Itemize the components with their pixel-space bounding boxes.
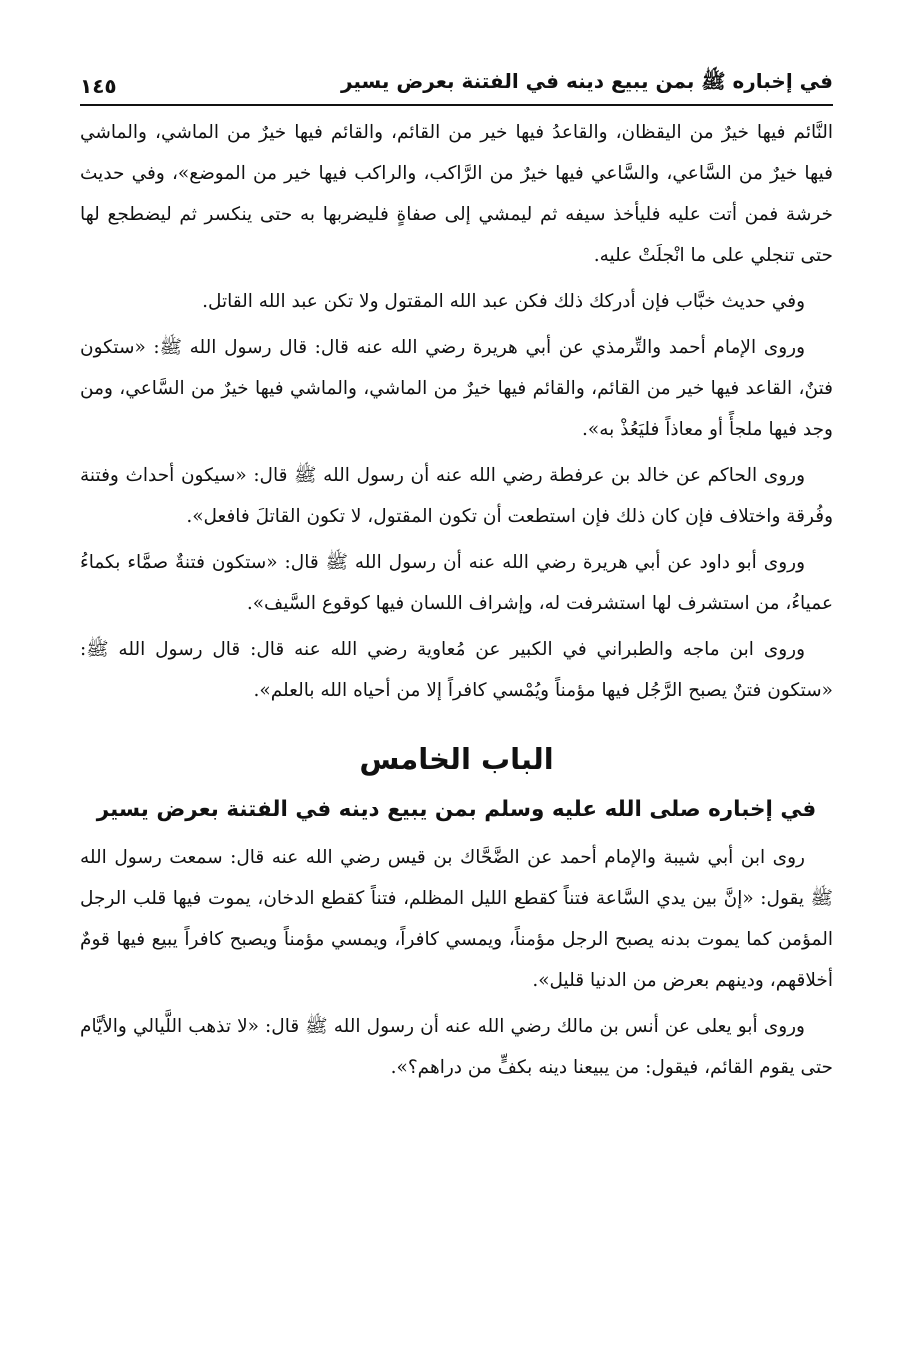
paragraph: روى ابن أبي شيبة والإمام أحمد عن الضَّحَّاك بن قيس رضي الله عنه قال: سمعت رسول الله ﷺ يقول: «إنَّ بين يدي السَّاعة فتناً كقطع الليل المظلم، فتناً كقطع الدخان، يموت فيها قلب الرجل المؤمن كما يموت بدنه يصبح الرجل مؤمناً، ويمسي كافراً، ويمسي مؤمناً ويصبح كافراً يبيع فيها قومٌ أخلاقهم، ودينهم بعرض من الدنيا قليل». [80, 847, 833, 991]
running-header [80, 58, 833, 106]
page-number: ١٤٥ [80, 74, 117, 98]
chapter-heading [80, 739, 833, 827]
chapter-subtitle: في إخباره صلى الله عليه وسلم بمن يبيع دينه في الفتنة بعرض يسير [96, 797, 817, 822]
paragraph: وروى الحاكم عن خالد بن عرفطة رضي الله عنه أن رسول الله ﷺ قال: «سيكون أحداث وفتنة وفُرقة واختلاف فإن كان ذلك فإن استطعت أن تكون المقتول، لا تكون القاتلَ فافعل». [80, 465, 833, 527]
running-header-title: في إخباره ﷺ بمن يبيع دينه في الفتنة بعرض يسير [340, 69, 833, 93]
paragraph: النَّائم فيها خيرٌ من اليقظان، والقاعدُ فيها خير من القائم، والقائم فيها خيرٌ من الماشي، والماشي فيها خيرٌ من السَّاعي، والسَّاعي فيها خيرٌ من الرَّاكب، والراكب فيها خير من الموضع»، وفي حديث خرشة فمن أتت عليه فليأخذ سيفه ثم ليمشي إلى صفاةٍ فليضربها به حتى ينكسر ثم ليضطجع لها حتى تنجلي على ما انْجلَتْ عليه. [80, 122, 833, 266]
paragraph: وروى ابن ماجه والطبراني في الكبير عن مُعاوية رضي الله عنه قال: قال رسول الله ﷺ: «ستكون فتنٌ يصبح الرَّجُل فيها مؤمناً ويُمْسي كافراً إلا من أحياه الله بالعلم». [80, 639, 833, 701]
paragraph: وروى أبو يعلى عن أنس بن مالك رضي الله عنه أن رسول الله ﷺ قال: «لا تذهب اللَّيالي والأيَّام حتى يقوم القائم، فيقول: من يبيعنا دينه بكفٍّ من دراهم؟». [80, 1016, 833, 1078]
paragraph: وروى أبو داود عن أبي هريرة رضي الله عنه أن رسول الله ﷺ قال: «ستكون فتنةٌ صمَّاء بكماءُ عمياءُ، من استشرف لها استشرفت له، وإشراف اللسان فيها كوقوع السَّيف». [80, 552, 833, 614]
paragraph: وفي حديث خبَّاب فإن أدركك ذلك فكن عبد الله المقتول ولا تكن عبد الله القاتل. [202, 291, 805, 312]
paragraph: وروى الإمام أحمد والتِّرمذي عن أبي هريرة رضي الله عنه قال: قال رسول الله ﷺ: «ستكون فتنٌ، القاعد فيها خير من القائم، والقائم فيها خيرٌ من الماشي، والماشي فيها خيرٌ من السَّاعي، ومن وجد فيها ملجأً أو معاذاً فليَعُذْ به». [80, 337, 833, 440]
chapter-title: الباب الخامس [359, 742, 554, 776]
body-text [80, 112, 833, 1093]
